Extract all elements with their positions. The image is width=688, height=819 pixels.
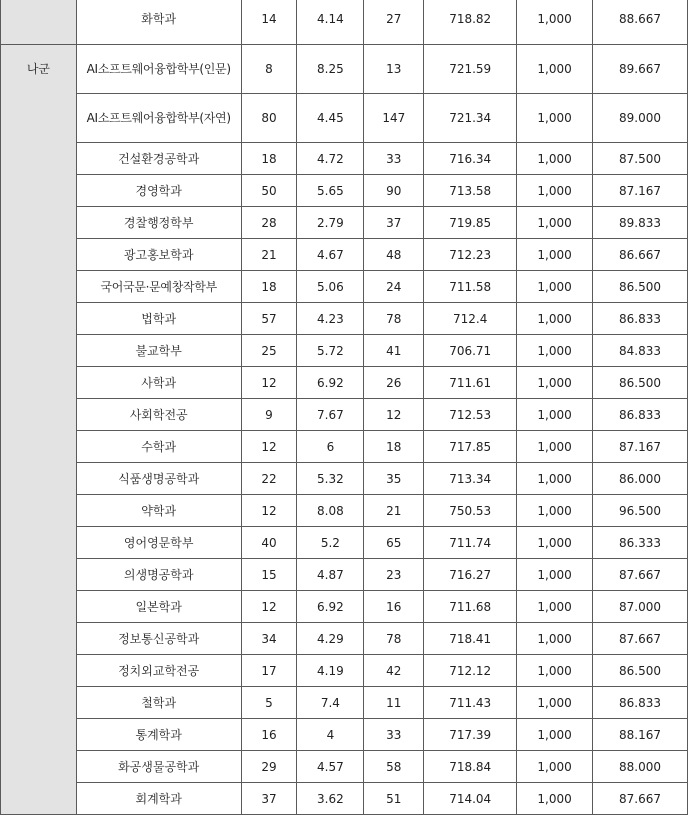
cell-count: 23 [364, 559, 424, 591]
cell-count: 48 [364, 239, 424, 271]
cell-score: 714.04 [424, 783, 517, 815]
dept-name: 정보통신공학과 [76, 623, 241, 655]
cell-score: 706.71 [424, 335, 517, 367]
cell-converted: 84.833 [593, 335, 688, 367]
dept-name: 영어영문학부 [76, 527, 241, 559]
cell-ratio: 4 [297, 719, 364, 751]
cell-score: 711.58 [424, 271, 517, 303]
cell-quota: 18 [241, 271, 297, 303]
cell-ratio: 5.32 [297, 463, 364, 495]
table-row [1, 94, 688, 143]
cell-converted: 86.333 [593, 527, 688, 559]
cell-score: 719.85 [424, 207, 517, 239]
cell-converted: 86.667 [593, 239, 688, 271]
cell-score: 718.41 [424, 623, 517, 655]
table-row [1, 623, 688, 655]
cell-converted: 89.667 [593, 45, 688, 94]
cell-quota: 14 [241, 0, 297, 45]
cell-score: 712.53 [424, 399, 517, 431]
cell-quota: 15 [241, 559, 297, 591]
cell-max: 1,000 [517, 719, 593, 751]
cell-converted: 89.833 [593, 207, 688, 239]
cell-converted: 86.500 [593, 271, 688, 303]
cell-ratio: 4.23 [297, 303, 364, 335]
cell-quota: 18 [241, 143, 297, 175]
cell-ratio: 5.2 [297, 527, 364, 559]
cell-ratio: 2.79 [297, 207, 364, 239]
dept-name: 약학과 [76, 495, 241, 527]
cell-count: 41 [364, 335, 424, 367]
cell-score: 711.43 [424, 687, 517, 719]
cell-ratio: 6.92 [297, 367, 364, 399]
cell-ratio: 8.08 [297, 495, 364, 527]
cell-max: 1,000 [517, 207, 593, 239]
cell-ratio: 7.67 [297, 399, 364, 431]
table-row [1, 783, 688, 815]
cell-converted: 87.667 [593, 559, 688, 591]
cell-quota: 21 [241, 239, 297, 271]
dept-name: 화학과 [76, 0, 241, 45]
cell-ratio: 4.14 [297, 0, 364, 45]
cell-max: 1,000 [517, 335, 593, 367]
cell-quota: 34 [241, 623, 297, 655]
table-row [1, 463, 688, 495]
cell-quota: 37 [241, 783, 297, 815]
cell-quota: 12 [241, 495, 297, 527]
cell-score: 713.58 [424, 175, 517, 207]
cell-ratio: 5.65 [297, 175, 364, 207]
cell-max: 1,000 [517, 527, 593, 559]
cell-quota: 29 [241, 751, 297, 783]
table-row [1, 175, 688, 207]
cell-count: 11 [364, 687, 424, 719]
cell-ratio: 4.72 [297, 143, 364, 175]
cell-score: 721.59 [424, 45, 517, 94]
cell-max: 1,000 [517, 591, 593, 623]
cell-ratio: 7.4 [297, 687, 364, 719]
dept-name: 건설환경공학과 [76, 143, 241, 175]
cell-converted: 87.500 [593, 143, 688, 175]
dept-name: 철학과 [76, 687, 241, 719]
cell-converted: 88.667 [593, 0, 688, 45]
cell-max: 1,000 [517, 559, 593, 591]
table-row [1, 367, 688, 399]
cell-score: 716.27 [424, 559, 517, 591]
cell-score: 712.23 [424, 239, 517, 271]
table-row [1, 495, 688, 527]
cell-count: 33 [364, 719, 424, 751]
cell-quota: 40 [241, 527, 297, 559]
cell-count: 12 [364, 399, 424, 431]
dept-name: AI소프트웨어융합학부(인문) [76, 45, 241, 94]
cell-quota: 16 [241, 719, 297, 751]
cell-ratio: 6.92 [297, 591, 364, 623]
cell-max: 1,000 [517, 271, 593, 303]
cell-score: 718.82 [424, 0, 517, 45]
cell-quota: 12 [241, 367, 297, 399]
cell-quota: 50 [241, 175, 297, 207]
cell-count: 51 [364, 783, 424, 815]
cell-ratio: 6 [297, 431, 364, 463]
cell-max: 1,000 [517, 431, 593, 463]
dept-name: 광고홍보학과 [76, 239, 241, 271]
cell-max: 1,000 [517, 783, 593, 815]
table-row [1, 591, 688, 623]
cell-score: 712.4 [424, 303, 517, 335]
table-row [1, 399, 688, 431]
cell-max: 1,000 [517, 45, 593, 94]
cell-converted: 86.833 [593, 399, 688, 431]
cell-score: 717.39 [424, 719, 517, 751]
table-row [1, 527, 688, 559]
cell-count: 13 [364, 45, 424, 94]
cell-quota: 28 [241, 207, 297, 239]
cell-count: 18 [364, 431, 424, 463]
cell-quota: 25 [241, 335, 297, 367]
group-cell-prev [1, 0, 77, 45]
dept-name: 의생명공학과 [76, 559, 241, 591]
cell-converted: 87.167 [593, 175, 688, 207]
cell-count: 65 [364, 527, 424, 559]
cell-score: 711.61 [424, 367, 517, 399]
cell-ratio: 3.62 [297, 783, 364, 815]
cell-ratio: 4.67 [297, 239, 364, 271]
cell-count: 78 [364, 623, 424, 655]
table-row [1, 751, 688, 783]
table-row [1, 143, 688, 175]
cell-count: 16 [364, 591, 424, 623]
cell-max: 1,000 [517, 463, 593, 495]
cell-ratio: 4.29 [297, 623, 364, 655]
dept-name: 불교학부 [76, 335, 241, 367]
cell-ratio: 5.72 [297, 335, 364, 367]
dept-name: 통계학과 [76, 719, 241, 751]
cell-count: 147 [364, 94, 424, 143]
cell-score: 721.34 [424, 94, 517, 143]
cell-quota: 57 [241, 303, 297, 335]
group-label-cell: 나군 [1, 45, 77, 815]
cell-ratio: 8.25 [297, 45, 364, 94]
cell-converted: 86.833 [593, 303, 688, 335]
cell-max: 1,000 [517, 303, 593, 335]
cell-score: 716.34 [424, 143, 517, 175]
table-row [1, 45, 688, 94]
cell-max: 1,000 [517, 0, 593, 45]
dept-name: 법학과 [76, 303, 241, 335]
cell-converted: 86.500 [593, 367, 688, 399]
cell-count: 24 [364, 271, 424, 303]
cell-quota: 22 [241, 463, 297, 495]
dept-name: 사회학전공 [76, 399, 241, 431]
cell-max: 1,000 [517, 495, 593, 527]
cell-count: 35 [364, 463, 424, 495]
table-row [1, 431, 688, 463]
dept-name: 경찰행정학부 [76, 207, 241, 239]
cell-score: 712.12 [424, 655, 517, 687]
cell-max: 1,000 [517, 399, 593, 431]
table-row [1, 239, 688, 271]
cell-quota: 80 [241, 94, 297, 143]
cell-ratio: 4.87 [297, 559, 364, 591]
cell-converted: 86.833 [593, 687, 688, 719]
cell-converted: 86.000 [593, 463, 688, 495]
cell-ratio: 4.45 [297, 94, 364, 143]
cell-count: 58 [364, 751, 424, 783]
cell-ratio: 4.19 [297, 655, 364, 687]
cell-ratio: 5.06 [297, 271, 364, 303]
dept-name: 화공생물공학과 [76, 751, 241, 783]
cell-max: 1,000 [517, 367, 593, 399]
cell-count: 33 [364, 143, 424, 175]
cell-converted: 86.500 [593, 655, 688, 687]
cell-max: 1,000 [517, 623, 593, 655]
table-row [1, 207, 688, 239]
table-row [1, 687, 688, 719]
cell-max: 1,000 [517, 94, 593, 143]
cell-quota: 17 [241, 655, 297, 687]
table-row [1, 719, 688, 751]
table-row [1, 335, 688, 367]
cell-count: 37 [364, 207, 424, 239]
table-row [1, 655, 688, 687]
cell-count: 21 [364, 495, 424, 527]
table-row [1, 271, 688, 303]
cell-quota: 12 [241, 591, 297, 623]
cell-max: 1,000 [517, 175, 593, 207]
cell-quota: 12 [241, 431, 297, 463]
cell-ratio: 4.57 [297, 751, 364, 783]
dept-name: 정치외교학전공 [76, 655, 241, 687]
table-row [1, 303, 688, 335]
cell-score: 711.68 [424, 591, 517, 623]
table-row [1, 559, 688, 591]
dept-name: 사학과 [76, 367, 241, 399]
cell-max: 1,000 [517, 143, 593, 175]
cell-converted: 87.667 [593, 623, 688, 655]
cell-converted: 88.000 [593, 751, 688, 783]
cell-count: 78 [364, 303, 424, 335]
cell-quota: 5 [241, 687, 297, 719]
cell-max: 1,000 [517, 655, 593, 687]
cell-converted: 89.000 [593, 94, 688, 143]
cell-converted: 87.167 [593, 431, 688, 463]
cell-converted: 96.500 [593, 495, 688, 527]
cell-max: 1,000 [517, 687, 593, 719]
cell-max: 1,000 [517, 239, 593, 271]
cell-count: 42 [364, 655, 424, 687]
cell-converted: 88.167 [593, 719, 688, 751]
dept-name: 회계학과 [76, 783, 241, 815]
cell-count: 90 [364, 175, 424, 207]
cell-score: 717.85 [424, 431, 517, 463]
dept-name: 일본학과 [76, 591, 241, 623]
dept-name: 식품생명공학과 [76, 463, 241, 495]
cell-quota: 8 [241, 45, 297, 94]
cell-converted: 87.000 [593, 591, 688, 623]
cell-score: 718.84 [424, 751, 517, 783]
cell-converted: 87.667 [593, 783, 688, 815]
cell-max: 1,000 [517, 751, 593, 783]
table-body [1, 0, 688, 815]
cell-count: 27 [364, 0, 424, 45]
dept-name: 국어국문·문예창작학부 [76, 271, 241, 303]
cell-score: 750.53 [424, 495, 517, 527]
cell-score: 711.74 [424, 527, 517, 559]
cell-score: 713.34 [424, 463, 517, 495]
dept-name: 경영학과 [76, 175, 241, 207]
dept-name: 수학과 [76, 431, 241, 463]
dept-name: AI소프트웨어융합학부(자연) [76, 94, 241, 143]
cell-quota: 9 [241, 399, 297, 431]
table-row [1, 0, 688, 45]
cell-count: 26 [364, 367, 424, 399]
